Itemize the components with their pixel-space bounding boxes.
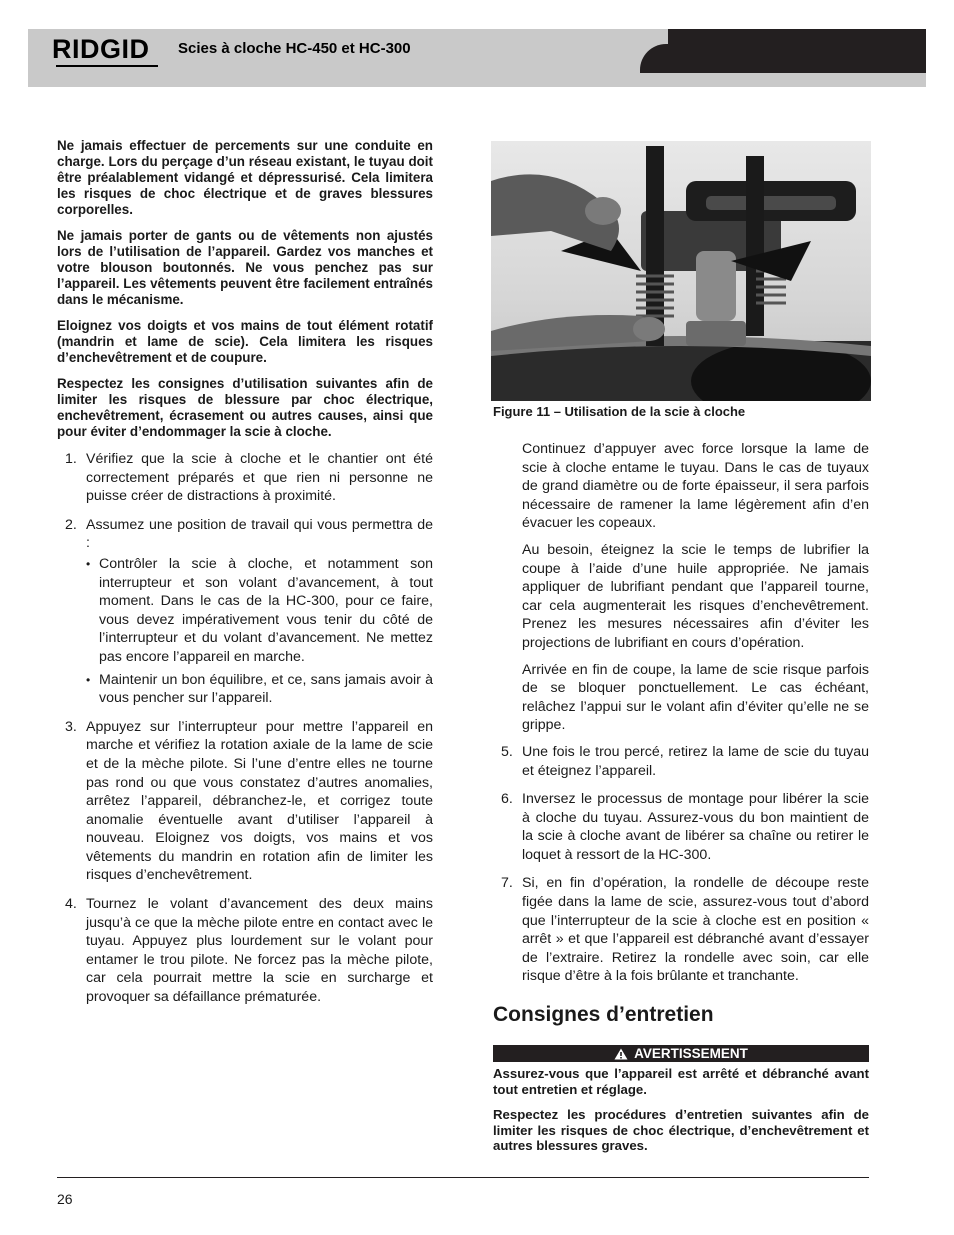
header-black-tab (668, 29, 926, 73)
ridgid-logo: RIDGID (52, 34, 150, 64)
left-column (57, 138, 433, 1017)
continued-paragraph: Continuez d’appuyer avec force lorsque la lame de scie à cloche entame le tuyau. Dans le cas de tuyaux de grand diamètre ou de forte épaisseur, il sera parfois nécessaire de ramener la lame légèrement afin d’en évacuer les copeaux. (522, 441, 869, 532)
step-number: 5. (501, 743, 513, 760)
figure-caption: Figure 11 – Utilisation de la scie à cloche (493, 404, 746, 419)
warning-paragraph: Ne jamais effectuer de percements sur une conduite en charge. Lors du perçage d’un réseau existant, le tuyau doit être préalablement vidangé et dépressurisé. Cela limitera les risques de choc électrique et de graves blessures corporelles. (57, 138, 433, 217)
section-title: Consignes d’entretien (493, 1003, 714, 1026)
step-number: 6. (501, 791, 513, 808)
right-column (493, 440, 869, 996)
step-text: Une fois le trou percé, retirez la lame de scie du tuyau et éteignez l’appareil. (522, 743, 869, 779)
step-text: Inversez le processus de montage pour libérer la scie à cloche du tuyau. Assurez-vous du bon maintient de la scie à cloche avant de libérer sa chaîne ou retirer le loquet à ressort de la HC-300. (522, 791, 869, 863)
warning-paragraph: Eloignez vos doigts et vos mains de tout élément rotatif (mandrin et lame de scie). Cela limitera les risques d’enchevêtrement et de coupure. (57, 318, 433, 365)
document-title: Scies à cloche HC-450 et HC-300 (178, 40, 411, 57)
step-item (493, 874, 869, 986)
figure-photo (491, 141, 871, 401)
warning-paragraph: Respectez les procédures d’entretien suivantes afin de limiter les risques de choc électrique, d’enchevêtrement et autres blessures graves. (493, 1107, 869, 1153)
step-number: 2. (65, 516, 77, 533)
bullet-item: • Contrôler la scie à cloche, et notamment son interrupteur et son volant d’avancement, à tout moment. Dans le cas de la HC-300, pour ce faire, vous devez impérativement vous tenir du côté de l’interrupteur et du volant d’avancement. Ne mettez pas encore l’appareil en marche. (86, 555, 433, 667)
warning-triangle-icon (614, 1048, 628, 1060)
warning-paragraph: Respectez les consignes d’utilisation suivantes afin de limiter les risques de blessure par choc électrique, enchevêtrement, écrasement ou autres causes, ainsi que pour éviter d’endommager la scie à cloche. (57, 376, 433, 439)
step-text: Appuyez sur l’interrupteur pour mettre l’appareil en marche et vérifiez la rotation axiale de la lame de scie et de la mèche pilote. Si l’une d’entre elles ne tourne pas rond ou que vous constatez d’autres anomalies, arrêtez l’appareil, débranchez-le, et corrigez toute anomalie éventuelle avant d’utiliser l’appareil à nouveau. Eloignez vos doigts, vos mains et vos vêtements du mandrin en rotation afin de limiter les risques d’enchevêtrement. (86, 718, 433, 884)
step-item (493, 790, 869, 864)
warning-banner (493, 1045, 869, 1062)
continued-paragraph: Arrivée en fin de coupe, la lame de scie risque parfois de se bloquer ponctuellement. Le cas échéant, relâchez l’appui sur le volant afin d’éviter qu’elle ne se grippe. (522, 661, 869, 734)
step-item (57, 450, 433, 506)
step-number: 4. (65, 896, 77, 913)
step-item (57, 895, 433, 1007)
step-number: 1. (65, 451, 77, 467)
hole-saw-illustration (491, 141, 871, 401)
step-text: Tournez le volant d’avancement des deux mains jusqu’à ce que la mèche pilote entre en contact avec le tuyau. Appuyez plus lourdement sur le volant pour entamer le trou pilote. Ne forcez pas la mèche pilote, car cela pourrait mettre la scie en surcharge et provoquer sa défaillance prématurée. (86, 896, 433, 1006)
step-text: Si, en fin d’opération, la rondelle de découpe reste figée dans la lame de scie, assurez-vous tout d’abord que l’interrupteur de la scie à cloche est en position « arrêt » et que l’appareil est débranché avant d’essayer de l’extraire. Retirez la rondelle avec soin, car elle risque d’être à la fois brûlante et tranchante. (522, 875, 869, 985)
logo-underline (56, 65, 158, 67)
step-text: Assumez une position de travail qui vous permettra de : (86, 516, 433, 552)
footer-rule (57, 1177, 869, 1178)
page-number: 26 (57, 1191, 73, 1207)
step-bullets (86, 555, 433, 708)
step-text: Vérifiez que la scie à cloche et le chantier ont été correctement préparés et que rien ni personne ne puisse créer de distractions à proximité. (86, 451, 433, 505)
header-underline-band (28, 73, 926, 87)
bullet-item: • Maintenir un bon équilibre, et ce, sans jamais avoir à vous pencher sur l’appareil. (86, 671, 433, 708)
step-number: 7. (501, 875, 513, 892)
warning-paragraph: Assurez-vous que l’appareil est arrêté et débranché avant tout entretien et réglage. (493, 1066, 869, 1097)
operation-steps (57, 450, 433, 1007)
warning-paragraph: Ne jamais porter de gants ou de vêtements non ajustés lors de l’utilisation de l’appareil. Gardez vos manches et votre blouson boutonnés. Ne vous penchez pas sur l’appareil. Les vêtements peuvent être facilement entraînés dans le mécanisme. (57, 228, 433, 307)
warning-label: AVERTISSEMENT (634, 1046, 748, 1061)
step-item (57, 516, 433, 708)
maintenance-warnings (493, 1066, 869, 1164)
continued-paragraph: Au besoin, éteignez la scie le temps de lubrifier la coupe à l’aide d’une huile appropriée. Ne jamais appliquer de lubrifiant pendant que l’appareil tourne, car cela augmenterait les risques d’enchevêtrement. Prenez les mesures nécessaires afin d’éviter les projections de lubrifiant en cours d’opération. (522, 541, 869, 651)
operation-steps-continued (493, 743, 869, 986)
step-item (493, 743, 869, 780)
step-number: 3. (65, 718, 77, 735)
step-item (57, 718, 433, 885)
